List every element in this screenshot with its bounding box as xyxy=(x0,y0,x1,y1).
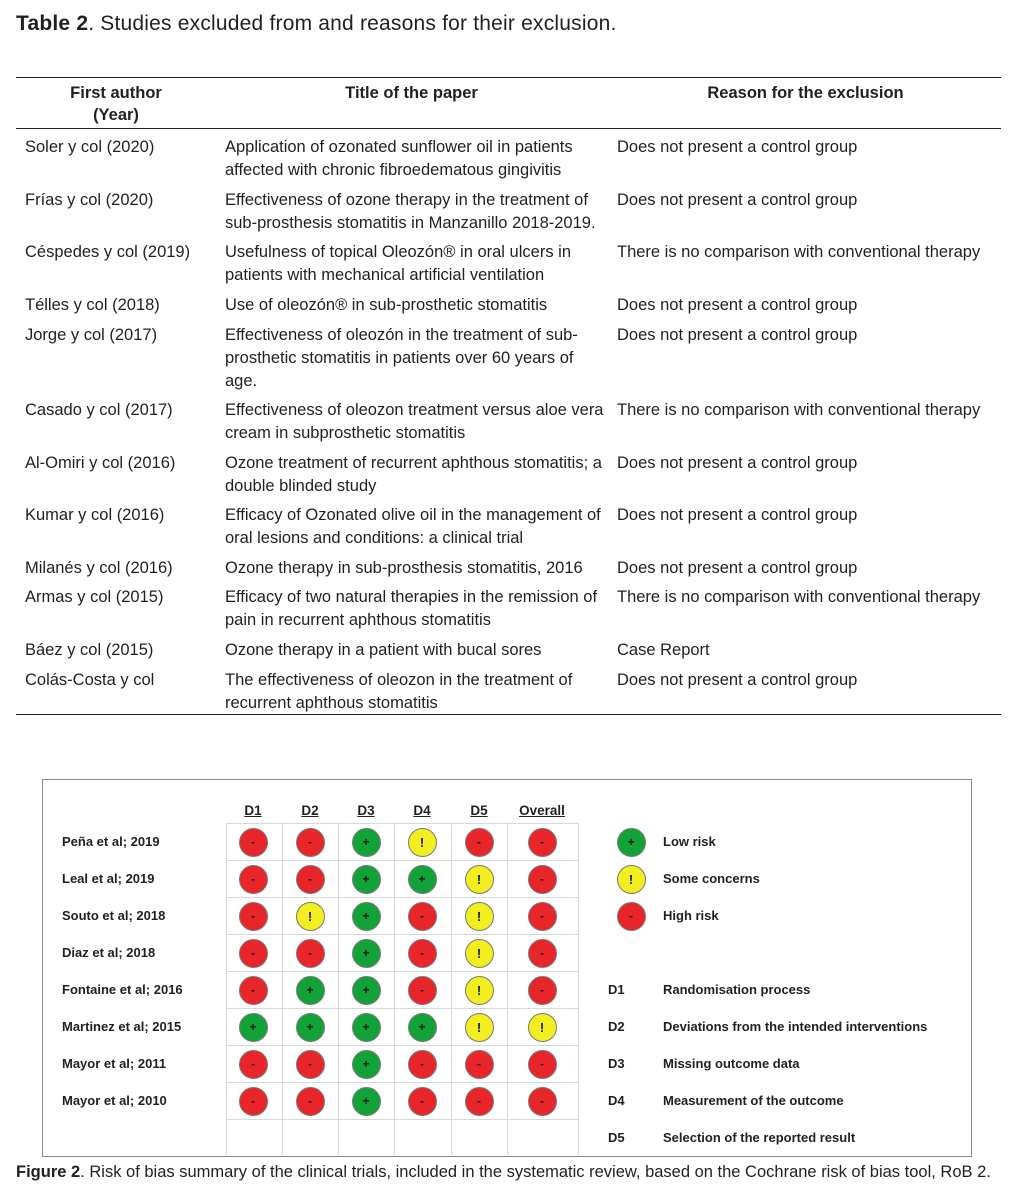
rating-some-icon: ! xyxy=(465,976,494,1005)
rating-low-icon: + xyxy=(352,1087,381,1116)
row-author: Frías y col (2020) xyxy=(25,191,154,209)
grid-line-vertical xyxy=(578,823,579,1155)
legend-low-icon: + xyxy=(617,828,646,857)
rating-high-icon: - xyxy=(465,1050,494,1079)
domain-key: D5 xyxy=(608,1130,625,1145)
row-author: Télles y col (2018) xyxy=(25,296,160,314)
domain-description: Randomisation process xyxy=(663,982,811,997)
row-reason: Case Report xyxy=(617,641,710,659)
rating-high-icon: - xyxy=(465,828,494,857)
rating-high-icon: - xyxy=(239,865,268,894)
rating-low-icon: + xyxy=(352,828,381,857)
rating-high-icon: - xyxy=(296,1087,325,1116)
rating-low-icon: + xyxy=(352,865,381,894)
rating-high-icon: - xyxy=(408,1087,437,1116)
rating-high-icon: - xyxy=(528,865,557,894)
rating-high-icon: - xyxy=(408,1050,437,1079)
row-author: Kumar y col (2016) xyxy=(25,506,165,524)
row-reason: Does not present a control group xyxy=(617,671,858,689)
rating-high-icon: - xyxy=(296,939,325,968)
rating-high-icon: - xyxy=(239,1087,268,1116)
table-top-rule xyxy=(16,77,1001,78)
header-first-author: First author (Year) xyxy=(70,84,162,124)
rating-low-icon: + xyxy=(296,976,325,1005)
legend-high-icon: - xyxy=(617,902,646,931)
row-title: Usefulness of topical Oleozón® in oral ulcers in patients with mechanical artificial ventilation xyxy=(225,243,571,284)
column-header-d3: D3 xyxy=(357,803,375,818)
row-title: Ozone therapy in sub-prosthesis stomatitis, 2016 xyxy=(225,559,583,577)
rating-low-icon: + xyxy=(296,1013,325,1042)
row-title: Effectiveness of oleozón in the treatment of sub-prosthetic stomatitis in patients over 60 years of age. xyxy=(225,326,578,390)
rating-some-icon: ! xyxy=(465,1013,494,1042)
figure-caption xyxy=(16,1163,991,1182)
grid-line-vertical xyxy=(451,823,452,1155)
row-title: Effectiveness of oleozon treatment versus aloe vera cream in subprosthetic stomatitis xyxy=(225,401,604,442)
grid-line-horizontal xyxy=(226,897,578,898)
rating-low-icon: + xyxy=(352,976,381,1005)
study-label: Mayor et al; 2010 xyxy=(62,1093,167,1108)
row-title: Efficacy of two natural therapies in the remission of pain in recurrent aphthous stomatitis xyxy=(225,588,598,629)
grid-line-vertical xyxy=(507,823,508,1155)
rating-high-icon: - xyxy=(465,1087,494,1116)
table-header-rule xyxy=(16,128,1001,129)
rating-high-icon: - xyxy=(239,828,268,857)
table-caption-text: . Studies excluded from and reasons for their exclusion. xyxy=(88,12,617,35)
grid-line-horizontal xyxy=(226,934,578,935)
domain-description: Measurement of the outcome xyxy=(663,1093,844,1108)
domain-key: D4 xyxy=(608,1093,625,1108)
row-title: Use of oleozón® in sub-prosthetic stomatitis xyxy=(225,296,548,314)
rating-high-icon: - xyxy=(296,865,325,894)
rating-some-icon: ! xyxy=(465,939,494,968)
study-label: Diaz et al; 2018 xyxy=(62,945,156,960)
row-author: Soler y col (2020) xyxy=(25,138,155,156)
row-author: Al-Omiri y col (2016) xyxy=(25,454,176,472)
rating-high-icon: - xyxy=(408,939,437,968)
rating-high-icon: - xyxy=(239,976,268,1005)
grid-line-horizontal xyxy=(226,1045,578,1046)
row-title: Ozone therapy in a patient with bucal sores xyxy=(225,641,542,659)
row-title: Application of ozonated sunflower oil in patients affected with chronic fibroedematous gingivitis xyxy=(225,138,573,179)
rating-high-icon: - xyxy=(528,902,557,931)
table-caption xyxy=(16,12,617,36)
rating-some-icon: ! xyxy=(528,1013,557,1042)
study-label: Mayor et al; 2011 xyxy=(62,1056,167,1071)
column-header-d4: D4 xyxy=(413,803,431,818)
row-reason: Does not present a control group xyxy=(617,138,858,156)
grid-line-horizontal xyxy=(226,860,578,861)
grid-line-horizontal xyxy=(226,971,578,972)
header-reason: Reason for the exclusion xyxy=(707,84,904,102)
column-header-overall: Overall xyxy=(519,803,565,818)
rating-high-icon: - xyxy=(528,828,557,857)
rating-high-icon: - xyxy=(528,1087,557,1116)
rating-high-icon: - xyxy=(296,828,325,857)
domain-description: Deviations from the intended interventions xyxy=(663,1019,928,1034)
grid-line-vertical xyxy=(282,823,283,1155)
row-reason: Does not present a control group xyxy=(617,296,858,314)
row-author: Casado y col (2017) xyxy=(25,401,173,419)
grid-line-vertical xyxy=(394,823,395,1155)
rating-high-icon: - xyxy=(528,939,557,968)
rating-low-icon: + xyxy=(352,939,381,968)
rating-some-icon: ! xyxy=(408,828,437,857)
grid-line-horizontal xyxy=(226,1119,578,1120)
legend-label: Some concerns xyxy=(663,871,760,886)
row-title: Ozone treatment of recurrent aphthous stomatitis; a double blinded study xyxy=(225,454,602,495)
row-reason: There is no comparison with conventional therapy xyxy=(617,401,981,419)
study-label: Martinez et al; 2015 xyxy=(62,1019,182,1034)
grid-line-horizontal xyxy=(226,823,578,824)
row-reason: Does not present a control group xyxy=(617,506,858,524)
rating-high-icon: - xyxy=(239,1050,268,1079)
study-label: Peña et al; 2019 xyxy=(62,834,160,849)
rating-low-icon: + xyxy=(352,1050,381,1079)
column-header-d2: D2 xyxy=(301,803,319,818)
row-title: Effectiveness of ozone therapy in the treatment of sub-prosthesis stomatitis in Manzanillo 2018-2019. xyxy=(225,191,596,232)
row-reason: Does not present a control group xyxy=(617,454,858,472)
row-author: Colás-Costa y col xyxy=(25,671,155,689)
row-reason: Does not present a control group xyxy=(617,191,858,209)
column-header-d5: D5 xyxy=(470,803,488,818)
row-author: Céspedes y col (2019) xyxy=(25,243,191,261)
column-header-d1: D1 xyxy=(244,803,262,818)
legend-some-icon: ! xyxy=(617,865,646,894)
study-label: Fontaine et al; 2016 xyxy=(62,982,183,997)
rating-high-icon: - xyxy=(408,902,437,931)
grid-line-horizontal xyxy=(226,1082,578,1083)
rating-some-icon: ! xyxy=(465,902,494,931)
table-caption-label: Table 2 xyxy=(16,12,89,35)
row-title: The effectiveness of oleozon in the treatment of recurrent aphthous stomatitis xyxy=(225,671,573,712)
domain-description: Missing outcome data xyxy=(663,1056,800,1071)
grid-line-horizontal xyxy=(226,1008,578,1009)
domain-key: D3 xyxy=(608,1056,625,1071)
row-author: Báez y col (2015) xyxy=(25,641,154,659)
rating-high-icon: - xyxy=(239,939,268,968)
rating-high-icon: - xyxy=(528,976,557,1005)
figure-caption-label: Figure 2 xyxy=(16,1163,81,1181)
table-bottom-rule xyxy=(16,714,1001,715)
rating-high-icon: - xyxy=(408,976,437,1005)
rating-high-icon: - xyxy=(528,1050,557,1079)
figure-caption-text: . Risk of bias summary of the clinical trials, included in the systematic review, based on the Cochrane risk of bias tool, RoB 2. xyxy=(80,1163,991,1181)
row-author: Milanés y col (2016) xyxy=(25,559,173,577)
study-label: Souto et al; 2018 xyxy=(62,908,166,923)
rating-high-icon: - xyxy=(296,1050,325,1079)
rating-low-icon: + xyxy=(408,1013,437,1042)
domain-key: D1 xyxy=(608,982,625,997)
grid-line-vertical xyxy=(338,823,339,1155)
grid-line-vertical xyxy=(226,823,227,1155)
domain-description: Selection of the reported result xyxy=(663,1130,856,1145)
rating-low-icon: + xyxy=(408,865,437,894)
rating-low-icon: + xyxy=(352,902,381,931)
header-title: Title of the paper xyxy=(345,84,478,102)
rating-high-icon: - xyxy=(239,902,268,931)
rating-some-icon: ! xyxy=(465,865,494,894)
row-author: Jorge y col (2017) xyxy=(25,326,158,344)
study-label: Leal et al; 2019 xyxy=(62,871,155,886)
row-reason: There is no comparison with conventional therapy xyxy=(617,243,981,261)
row-title: Efficacy of Ozonated olive oil in the management of oral lesions and conditions: a clinical trial xyxy=(225,506,601,547)
row-author: Armas y col (2015) xyxy=(25,588,164,606)
row-reason: Does not present a control group xyxy=(617,326,858,344)
rating-low-icon: + xyxy=(239,1013,268,1042)
rating-low-icon: + xyxy=(352,1013,381,1042)
legend-label: High risk xyxy=(663,908,719,923)
domain-key: D2 xyxy=(608,1019,625,1034)
row-reason: There is no comparison with conventional therapy xyxy=(617,588,981,606)
rating-some-icon: ! xyxy=(296,902,325,931)
row-reason: Does not present a control group xyxy=(617,559,858,577)
legend-label: Low risk xyxy=(663,834,716,849)
